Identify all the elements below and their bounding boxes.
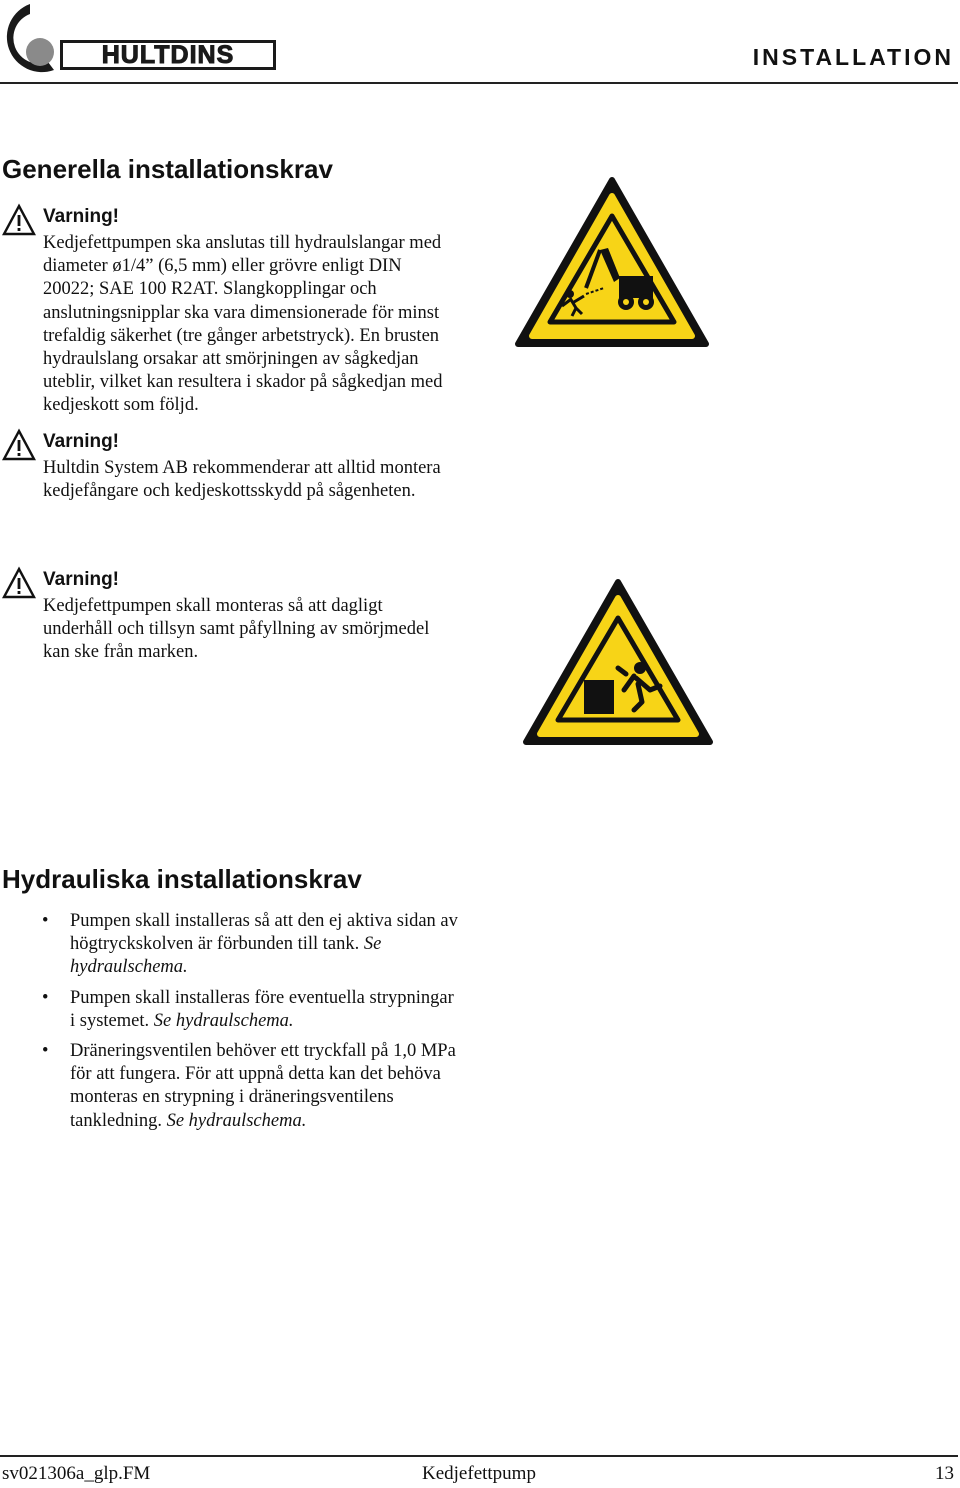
schema-reference: Se hydraulschema.	[70, 934, 382, 978]
warning-text: Hultdin System AB rekommenderar att alltid montera kedjefångare och kedjeskottsskydd på sågenheten.	[43, 458, 441, 502]
warning-title: Varning!	[43, 431, 120, 452]
list-item	[42, 910, 462, 980]
fall-hazard-sign-icon	[522, 578, 714, 748]
page-number: 13	[935, 1463, 954, 1484]
bullet-icon: •	[42, 1041, 49, 1062]
hultdins-logo	[0, 0, 280, 80]
list-item-text: Pumpen skall installeras före eventuella strypningar i systemet.	[70, 987, 454, 1031]
section-heading-hydraulic: Hydrauliska installationskrav	[2, 864, 362, 894]
requirements-list	[42, 910, 462, 1140]
warning-text: Kedjefettpumpen skall monteras så att dagligt underhåll och tillsyn samt påfyllning av smörjmedel kan ske från marken.	[43, 596, 430, 663]
warning-triangle-icon	[2, 428, 36, 462]
footer-filename: sv021306a_glp.FM	[2, 1463, 151, 1484]
bullet-icon: •	[42, 911, 49, 931]
chain-shot-hazard-sign-icon	[514, 176, 710, 350]
list-item	[42, 987, 462, 1033]
bullet-icon: •	[42, 987, 49, 1008]
header-section-title: INSTALLATION	[752, 44, 954, 70]
schema-reference: Se hydraulschema.	[153, 1010, 294, 1031]
schema-reference: Se hydraulschema.	[166, 1110, 307, 1131]
warning-triangle-icon	[2, 203, 36, 237]
header-divider	[0, 82, 958, 84]
section-heading-general: Generella installationskrav	[2, 154, 333, 184]
list-item-text: Dräneringsventilen behöver ett tryckfall på 1,0 MPa för att fungera. För att uppnå detta kan det behöva monteras en strypning i dräneringsventilens tankledning.	[70, 1041, 456, 1131]
warning-text: Kedjefettpumpen ska anslutas till hydraulslangar med diameter ø1/4” (6,5 mm) eller grövre enligt DIN 20022; SAE 100 R2AT. Slangkopplingar och anslutningsnipplar ska vara dimensionerade för minst trefaldig säkerhet (tre gånger arbetstryck). En brusten hydraulslang orsakar att smörjningen av sågkedjan uteblir, vilket kan resultera i skador på sågkedjan med kedjeskott som följd.	[43, 233, 443, 416]
warning-triangle-icon	[2, 566, 36, 600]
warning-title: Varning!	[43, 206, 120, 227]
svg-text:HULTDINS: HULTDINS	[101, 41, 235, 69]
footer-title: Kedjefettpump	[422, 1463, 536, 1484]
warning-title: Varning!	[43, 569, 120, 590]
list-item-text: Pumpen skall installeras så att den ej aktiva sidan av högtryckskolven är förbunden till tank.	[70, 911, 458, 955]
footer-divider	[0, 1455, 958, 1457]
list-item	[42, 1040, 462, 1133]
